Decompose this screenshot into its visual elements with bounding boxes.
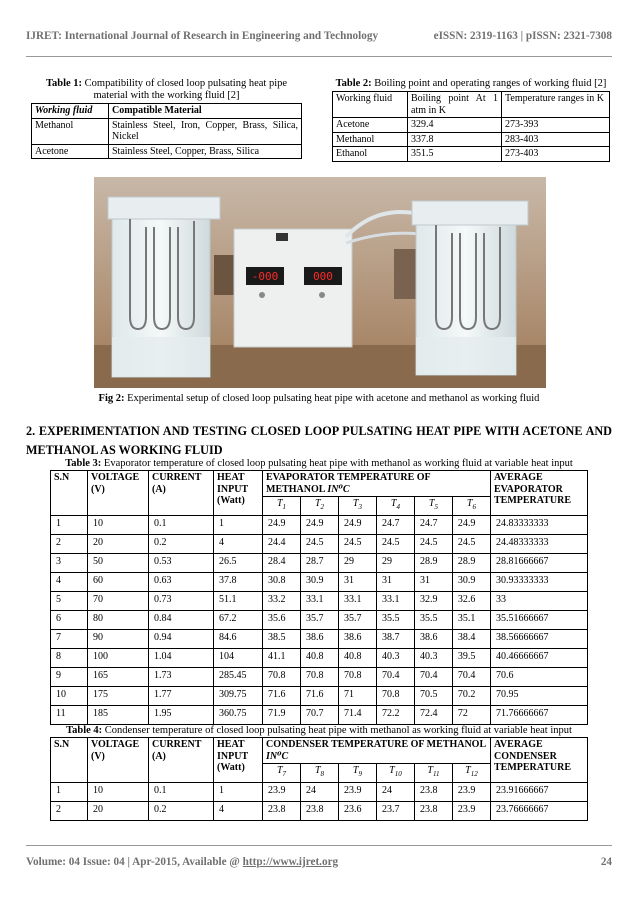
table-cell: 38.7 xyxy=(376,629,414,648)
table-cell: 3 xyxy=(51,553,88,572)
table-cell: 8 xyxy=(51,648,88,667)
right-display-readout: 000 xyxy=(313,270,333,283)
table-row xyxy=(32,144,302,159)
table-cell: 51.1 xyxy=(214,591,263,610)
table-cell: 24.9 xyxy=(338,515,376,534)
table-cell: 70.4 xyxy=(376,667,414,686)
table-cell: 35.5 xyxy=(376,610,414,629)
table-row xyxy=(51,705,588,724)
table-cell: 30.9 xyxy=(300,572,338,591)
table-cell: 2 xyxy=(51,801,88,820)
table-cell: 23.91666667 xyxy=(491,782,588,801)
table-cell: 285.45 xyxy=(214,667,263,686)
table1-block xyxy=(31,78,302,159)
table-cell: 70.8 xyxy=(263,667,301,686)
table-cell: Methanol xyxy=(32,118,109,144)
left-display-readout: -000 xyxy=(251,270,279,283)
table-cell: 33.2 xyxy=(263,591,301,610)
table-cell: 72.4 xyxy=(414,705,452,724)
table-cell: 29 xyxy=(338,553,376,572)
table-cell: 28.4 xyxy=(263,553,301,572)
table-header-cell: AVERAGE EVAPORATOR TEMPERATURE xyxy=(491,471,588,516)
table-cell: 24.5 xyxy=(414,534,452,553)
table1 xyxy=(31,103,302,159)
table-cell: Acetone xyxy=(32,144,109,159)
table-header-cell: S.N xyxy=(51,471,88,516)
table-cell: 1 xyxy=(214,515,263,534)
journal-url-link[interactable]: http://www.ijret.org xyxy=(242,856,339,868)
table-cell: 24 xyxy=(300,782,338,801)
table-cell: 283-403 xyxy=(502,132,610,147)
table-cell: 40.3 xyxy=(376,648,414,667)
temperature-column-header: $T_{10}$ xyxy=(376,764,414,783)
table-cell: 10 xyxy=(88,515,149,534)
figure-caption: Fig 2: Experimental setup of closed loop pulsating heat pipe with acetone and methanol as working fluid xyxy=(98,393,540,404)
table-cell: 0.2 xyxy=(149,801,214,820)
table-cell: 1 xyxy=(214,782,263,801)
table-header-cell: Compatible Material xyxy=(109,104,302,119)
temperature-column-header: $T_8$ xyxy=(300,764,338,783)
table-cell: 24.7 xyxy=(414,515,452,534)
table-cell: 24.5 xyxy=(376,534,414,553)
table-cell: 0.2 xyxy=(149,534,214,553)
table-cell: 23.9 xyxy=(452,801,490,820)
table-cell: 273-393 xyxy=(502,118,610,133)
table-cell: 1.77 xyxy=(149,686,214,705)
table-row xyxy=(333,118,610,133)
table-cell: 84.6 xyxy=(214,629,263,648)
journal-title: IJRET: International Journal of Research in Engineering and Technology xyxy=(26,30,379,42)
table-row xyxy=(51,686,588,705)
table-row xyxy=(51,648,588,667)
table-cell: 329.4 xyxy=(408,118,502,133)
table-header-group: CONDENSER TEMPERATURE OF METHANOL IN⁰C xyxy=(263,738,491,764)
table-cell: 10 xyxy=(88,782,149,801)
temperature-column-header: $T_5$ xyxy=(414,497,452,516)
table-cell: 71.6 xyxy=(263,686,301,705)
table-cell: 23.8 xyxy=(263,801,301,820)
table-cell: 24.4 xyxy=(263,534,301,553)
table-cell: 24.9 xyxy=(300,515,338,534)
table-cell: 67.2 xyxy=(214,610,263,629)
table-cell: 4 xyxy=(214,534,263,553)
page-number: 24 xyxy=(600,856,612,868)
table-cell: 4 xyxy=(214,801,263,820)
table-row xyxy=(51,515,588,534)
table-row xyxy=(32,118,302,144)
temperature-column-header: $T_1$ xyxy=(263,497,301,516)
table-header-cell: Boiling point At 1 atm in K xyxy=(408,92,502,118)
table-cell: 31 xyxy=(376,572,414,591)
table-cell: 35.7 xyxy=(300,610,338,629)
table-header-cell: CURRENT (A) xyxy=(149,738,214,783)
footer-volume: Volume: 04 Issue: 04 | Apr-2015, Available @ http://www.ijret.org xyxy=(26,856,339,868)
table-cell: 30.8 xyxy=(263,572,301,591)
temperature-column-header: $T_7$ xyxy=(263,764,301,783)
temperature-column-header: $T_3$ xyxy=(338,497,376,516)
table-cell: 360.75 xyxy=(214,705,263,724)
table-header-cell: Working fluid xyxy=(32,104,109,119)
table-cell: 23.8 xyxy=(414,801,452,820)
table-cell: 38.6 xyxy=(338,629,376,648)
table-cell: 70.4 xyxy=(452,667,490,686)
table-cell: 28.9 xyxy=(414,553,452,572)
table-cell: 24.5 xyxy=(338,534,376,553)
table-cell: Stainless Steel, Copper, Brass, Silica xyxy=(109,144,302,159)
table-cell: 31 xyxy=(338,572,376,591)
table-cell: Ethanol xyxy=(333,147,408,162)
table-cell: Acetone xyxy=(333,118,408,133)
table4-caption: Table 4: Condenser temperature of closed loop pulsating heat pipe with methanol as working fluid at variable heat input xyxy=(66,725,572,736)
table-cell: 70.7 xyxy=(300,705,338,724)
table-cell: 10 xyxy=(51,686,88,705)
table-cell: 38.56666667 xyxy=(491,629,588,648)
table-row xyxy=(51,610,588,629)
table-cell: 23.8 xyxy=(414,782,452,801)
table-cell: 23.9 xyxy=(452,782,490,801)
table-cell: 35.6 xyxy=(263,610,301,629)
table-cell: 32.9 xyxy=(414,591,452,610)
table-header-cell: HEAT INPUT (Watt) xyxy=(214,471,263,516)
table-cell: 309.75 xyxy=(214,686,263,705)
table-cell: 24.9 xyxy=(263,515,301,534)
table-cell: 5 xyxy=(51,591,88,610)
table-cell: 1.04 xyxy=(149,648,214,667)
table-cell: 40.46666667 xyxy=(491,648,588,667)
table1-caption: Table 1: Compatibility of closed loop pulsating heat pipe material with the working fluid [2] xyxy=(45,78,288,101)
table-cell: 24 xyxy=(376,782,414,801)
table-header-cell: HEAT INPUT (Watt) xyxy=(214,738,263,783)
table-row xyxy=(333,132,610,147)
table-header-group: EVAPORATOR TEMPERATURE OF METHANOL IN⁰C xyxy=(263,471,491,497)
table2-caption: Table 2: Boiling point and operating ranges of working fluid [2] xyxy=(335,78,607,89)
table-cell: Methanol xyxy=(333,132,408,147)
section-heading: 2. EXPERIMENTATION AND TESTING CLOSED LOOP PULSATING HEAT PIPE WITH ACETONE AND METHANOL AS WORKING FLUID xyxy=(26,424,612,457)
table-header-cell: CURRENT (A) xyxy=(149,471,214,516)
table-header-cell: S.N xyxy=(51,738,88,783)
table-cell: 175 xyxy=(88,686,149,705)
table-cell: 38.5 xyxy=(263,629,301,648)
table-cell: 6 xyxy=(51,610,88,629)
table-cell: 1 xyxy=(51,515,88,534)
table-cell: 337.8 xyxy=(408,132,502,147)
table-cell: 20 xyxy=(88,801,149,820)
table-cell: 32.6 xyxy=(452,591,490,610)
table-cell: 39.5 xyxy=(452,648,490,667)
table-header-row xyxy=(51,471,588,497)
table-cell: 35.1 xyxy=(452,610,490,629)
table-header-cell: Temperature ranges in K xyxy=(502,92,610,118)
table-cell: 41.1 xyxy=(263,648,301,667)
table-cell: 185 xyxy=(88,705,149,724)
table-cell: 33 xyxy=(491,591,588,610)
table-cell: 26.5 xyxy=(214,553,263,572)
table-header-cell: AVERAGE CONDENSER TEMPERATURE xyxy=(491,738,588,783)
table-cell: 40.8 xyxy=(338,648,376,667)
table-cell: 33.1 xyxy=(300,591,338,610)
footer-rule xyxy=(26,845,612,846)
table-cell: 28.9 xyxy=(452,553,490,572)
table-header-cell: VOLTAGE (V) xyxy=(88,471,149,516)
table3-caption: Table 3: Evaporator temperature of closed loop pulsating heat pipe with methanol as working fluid at variable heat input xyxy=(65,458,573,469)
table-cell: 70.8 xyxy=(338,667,376,686)
table-cell: 71.9 xyxy=(263,705,301,724)
table-cell: 0.63 xyxy=(149,572,214,591)
control-box xyxy=(234,229,352,347)
table-row xyxy=(51,534,588,553)
table-cell: 70.5 xyxy=(414,686,452,705)
table-header-row xyxy=(333,92,610,118)
table-cell: 0.73 xyxy=(149,591,214,610)
table-row xyxy=(51,801,588,820)
running-footer xyxy=(26,856,612,868)
table-cell: 9 xyxy=(51,667,88,686)
table-cell: 35.7 xyxy=(338,610,376,629)
issn-text: eISSN: 2319-1163 | pISSN: 2321-7308 xyxy=(433,30,612,42)
table-cell: 70.8 xyxy=(376,686,414,705)
setup-illustration xyxy=(94,177,546,388)
table-cell: 24.7 xyxy=(376,515,414,534)
temperature-column-header: $T_{12}$ xyxy=(452,764,490,783)
table-cell: 100 xyxy=(88,648,149,667)
table-cell: 23.9 xyxy=(338,782,376,801)
table-cell: 90 xyxy=(88,629,149,648)
table-cell: 24.83333333 xyxy=(491,515,588,534)
table-header-row xyxy=(32,104,302,119)
table-cell: 70 xyxy=(88,591,149,610)
table-cell: 72.2 xyxy=(376,705,414,724)
temperature-column-header: $T_4$ xyxy=(376,497,414,516)
table-cell: 24.48333333 xyxy=(491,534,588,553)
table-cell: 11 xyxy=(51,705,88,724)
table-cell: 31 xyxy=(414,572,452,591)
table2-block xyxy=(332,78,610,162)
table-cell: 28.81666667 xyxy=(491,553,588,572)
table-cell: 38.6 xyxy=(300,629,338,648)
table-cell: 71.4 xyxy=(338,705,376,724)
table-cell: 30.93333333 xyxy=(491,572,588,591)
table-cell: 71 xyxy=(338,686,376,705)
table-cell: 60 xyxy=(88,572,149,591)
table-cell: 70.2 xyxy=(452,686,490,705)
table-cell: 23.7 xyxy=(376,801,414,820)
table-cell: 50 xyxy=(88,553,149,572)
table-cell: 38.4 xyxy=(452,629,490,648)
table-cell: 24.5 xyxy=(300,534,338,553)
table-cell: Stainless Steel, Iron, Copper, Brass, Silica, Nickel xyxy=(109,118,302,144)
table3 xyxy=(50,470,588,725)
table-cell: 37.8 xyxy=(214,572,263,591)
table-cell: 104 xyxy=(214,648,263,667)
table-cell: 30.9 xyxy=(452,572,490,591)
table-cell: 0.84 xyxy=(149,610,214,629)
table-cell: 0.1 xyxy=(149,515,214,534)
running-header xyxy=(26,30,612,42)
table-cell: 70.8 xyxy=(300,667,338,686)
table-cell: 24.5 xyxy=(452,534,490,553)
table-cell: 40.8 xyxy=(300,648,338,667)
table-cell: 70.95 xyxy=(491,686,588,705)
table-cell: 35.5 xyxy=(414,610,452,629)
table-cell: 71.6 xyxy=(300,686,338,705)
table-row xyxy=(51,572,588,591)
table-cell: 165 xyxy=(88,667,149,686)
table-header-row xyxy=(51,738,588,764)
experimental-setup-photo xyxy=(94,177,546,388)
table-cell: 23.8 xyxy=(300,801,338,820)
table-cell: 20 xyxy=(88,534,149,553)
table-cell: 33.1 xyxy=(338,591,376,610)
table-header-cell: Working fluid xyxy=(333,92,408,118)
table-cell: 29 xyxy=(376,553,414,572)
table-cell: 2 xyxy=(51,534,88,553)
table-cell: 28.7 xyxy=(300,553,338,572)
table-cell: 80 xyxy=(88,610,149,629)
table-cell: 24.9 xyxy=(452,515,490,534)
table-cell: 0.94 xyxy=(149,629,214,648)
table-cell: 351.5 xyxy=(408,147,502,162)
table2 xyxy=(332,91,610,162)
table-cell: 1.73 xyxy=(149,667,214,686)
table-row xyxy=(51,667,588,686)
table-cell: 35.51666667 xyxy=(491,610,588,629)
table-cell: 70.4 xyxy=(414,667,452,686)
temperature-column-header: $T_2$ xyxy=(300,497,338,516)
table-cell: 273-403 xyxy=(502,147,610,162)
table-cell: 0.1 xyxy=(149,782,214,801)
right-heat-pipe-tank xyxy=(412,201,528,375)
table-row xyxy=(51,553,588,572)
table-row xyxy=(51,591,588,610)
table-cell: 33.1 xyxy=(376,591,414,610)
table4 xyxy=(50,737,588,821)
table-row xyxy=(51,782,588,801)
table-cell: 23.6 xyxy=(338,801,376,820)
temperature-column-header: $T_6$ xyxy=(452,497,490,516)
table-cell: 40.3 xyxy=(414,648,452,667)
temperature-column-header: $T_{11}$ xyxy=(414,764,452,783)
table-cell: 38.6 xyxy=(414,629,452,648)
table-row xyxy=(51,629,588,648)
table-cell: 4 xyxy=(51,572,88,591)
table-row xyxy=(333,147,610,162)
table-cell: 71.76666667 xyxy=(491,705,588,724)
table-cell: 23.9 xyxy=(263,782,301,801)
left-heat-pipe-tank xyxy=(108,197,220,377)
table-cell: 1.95 xyxy=(149,705,214,724)
header-rule xyxy=(26,56,612,57)
table-cell: 70.6 xyxy=(491,667,588,686)
table-cell: 1 xyxy=(51,782,88,801)
table-cell: 7 xyxy=(51,629,88,648)
temperature-column-header: $T_9$ xyxy=(338,764,376,783)
table-cell: 0.53 xyxy=(149,553,214,572)
table-header-cell: VOLTAGE (V) xyxy=(88,738,149,783)
table-cell: 23.76666667 xyxy=(491,801,588,820)
table-cell: 72 xyxy=(452,705,490,724)
